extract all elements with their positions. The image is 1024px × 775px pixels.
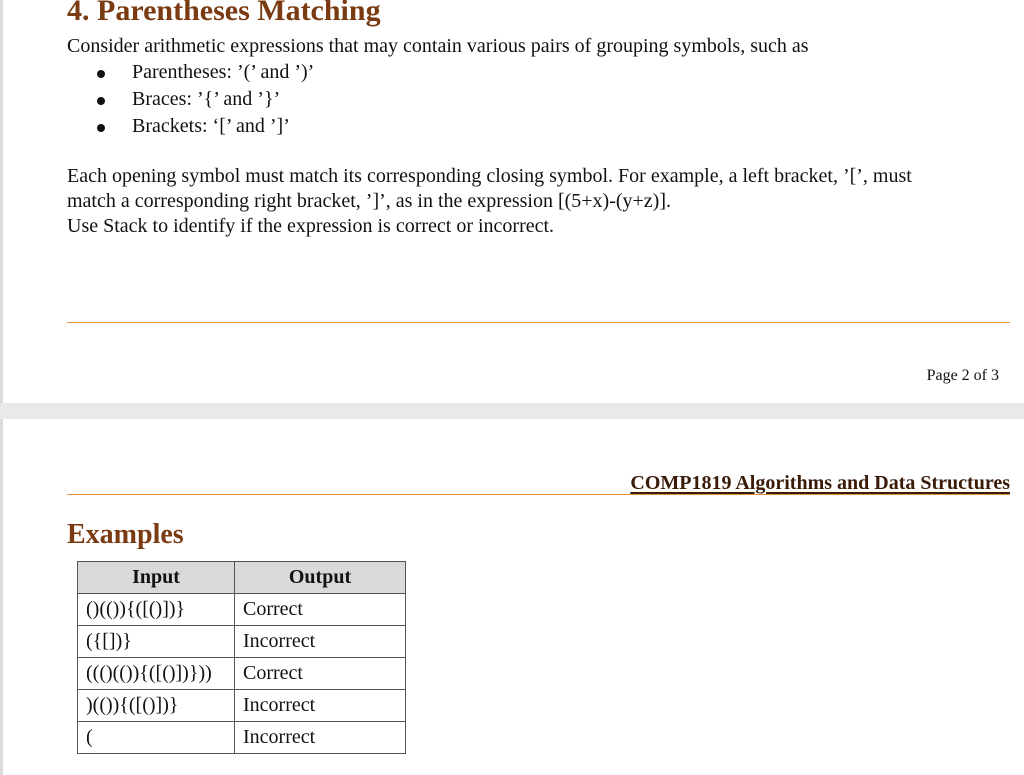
list-item (96, 61, 314, 88)
output-cell: Correct (235, 658, 406, 690)
document-page-3 (0, 419, 1024, 775)
page-edge (0, 419, 3, 775)
output-cell: Correct (235, 594, 406, 626)
input-cell: ()(()){([()])} (78, 594, 235, 626)
section-title: 4. Parentheses Matching (67, 0, 381, 27)
page-edge (0, 0, 3, 403)
paragraph-line: Each opening symbol must match its corresponding closing symbol. For example, a left bracket, ’[’, must (67, 165, 912, 187)
input-cell: ({[])} (78, 626, 235, 658)
column-header-output: Output (235, 562, 406, 594)
table-row (78, 594, 406, 626)
output-cell: Incorrect (235, 626, 406, 658)
output-cell: Incorrect (235, 722, 406, 754)
list-item-text: Braces: ’{’ and ’}’ (132, 88, 281, 110)
grouping-symbols-list (96, 61, 314, 142)
input-cell: )(()){([()])} (78, 690, 235, 722)
output-cell: Incorrect (235, 690, 406, 722)
list-item (96, 88, 314, 115)
input-cell: ( (78, 722, 235, 754)
header-divider (67, 494, 1010, 495)
list-item-text: Brackets: ‘[’ and ’]’ (132, 115, 290, 137)
paragraph-line: Use Stack to identify if the expression is correct or incorrect. (67, 215, 555, 237)
bullet-icon (97, 97, 105, 105)
bullet-icon (97, 70, 105, 78)
column-header-input: Input (78, 562, 235, 594)
table-header-row (78, 562, 406, 594)
description-paragraph (67, 164, 912, 239)
input-cell: ((()(()){([()])})) (78, 658, 235, 690)
list-item (96, 115, 314, 142)
paragraph-line: match a corresponding right bracket, ’]’, as in the expression [(5+x)-(y+z)]. (67, 190, 672, 212)
bullet-icon (97, 124, 105, 132)
intro-text: Consider arithmetic expressions that may contain various pairs of grouping symbols, such as (67, 35, 809, 57)
footer-divider (67, 322, 1010, 323)
examples-table (77, 561, 406, 754)
list-item-text: Parentheses: ’(’ and ’)’ (132, 61, 315, 83)
table-row (78, 658, 406, 690)
table-row (78, 626, 406, 658)
examples-title: Examples (67, 519, 184, 550)
course-header: COMP1819 Algorithms and Data Structures (630, 472, 1010, 494)
table-row (78, 690, 406, 722)
table-row (78, 722, 406, 754)
page-number: Page 2 of 3 (926, 367, 999, 384)
